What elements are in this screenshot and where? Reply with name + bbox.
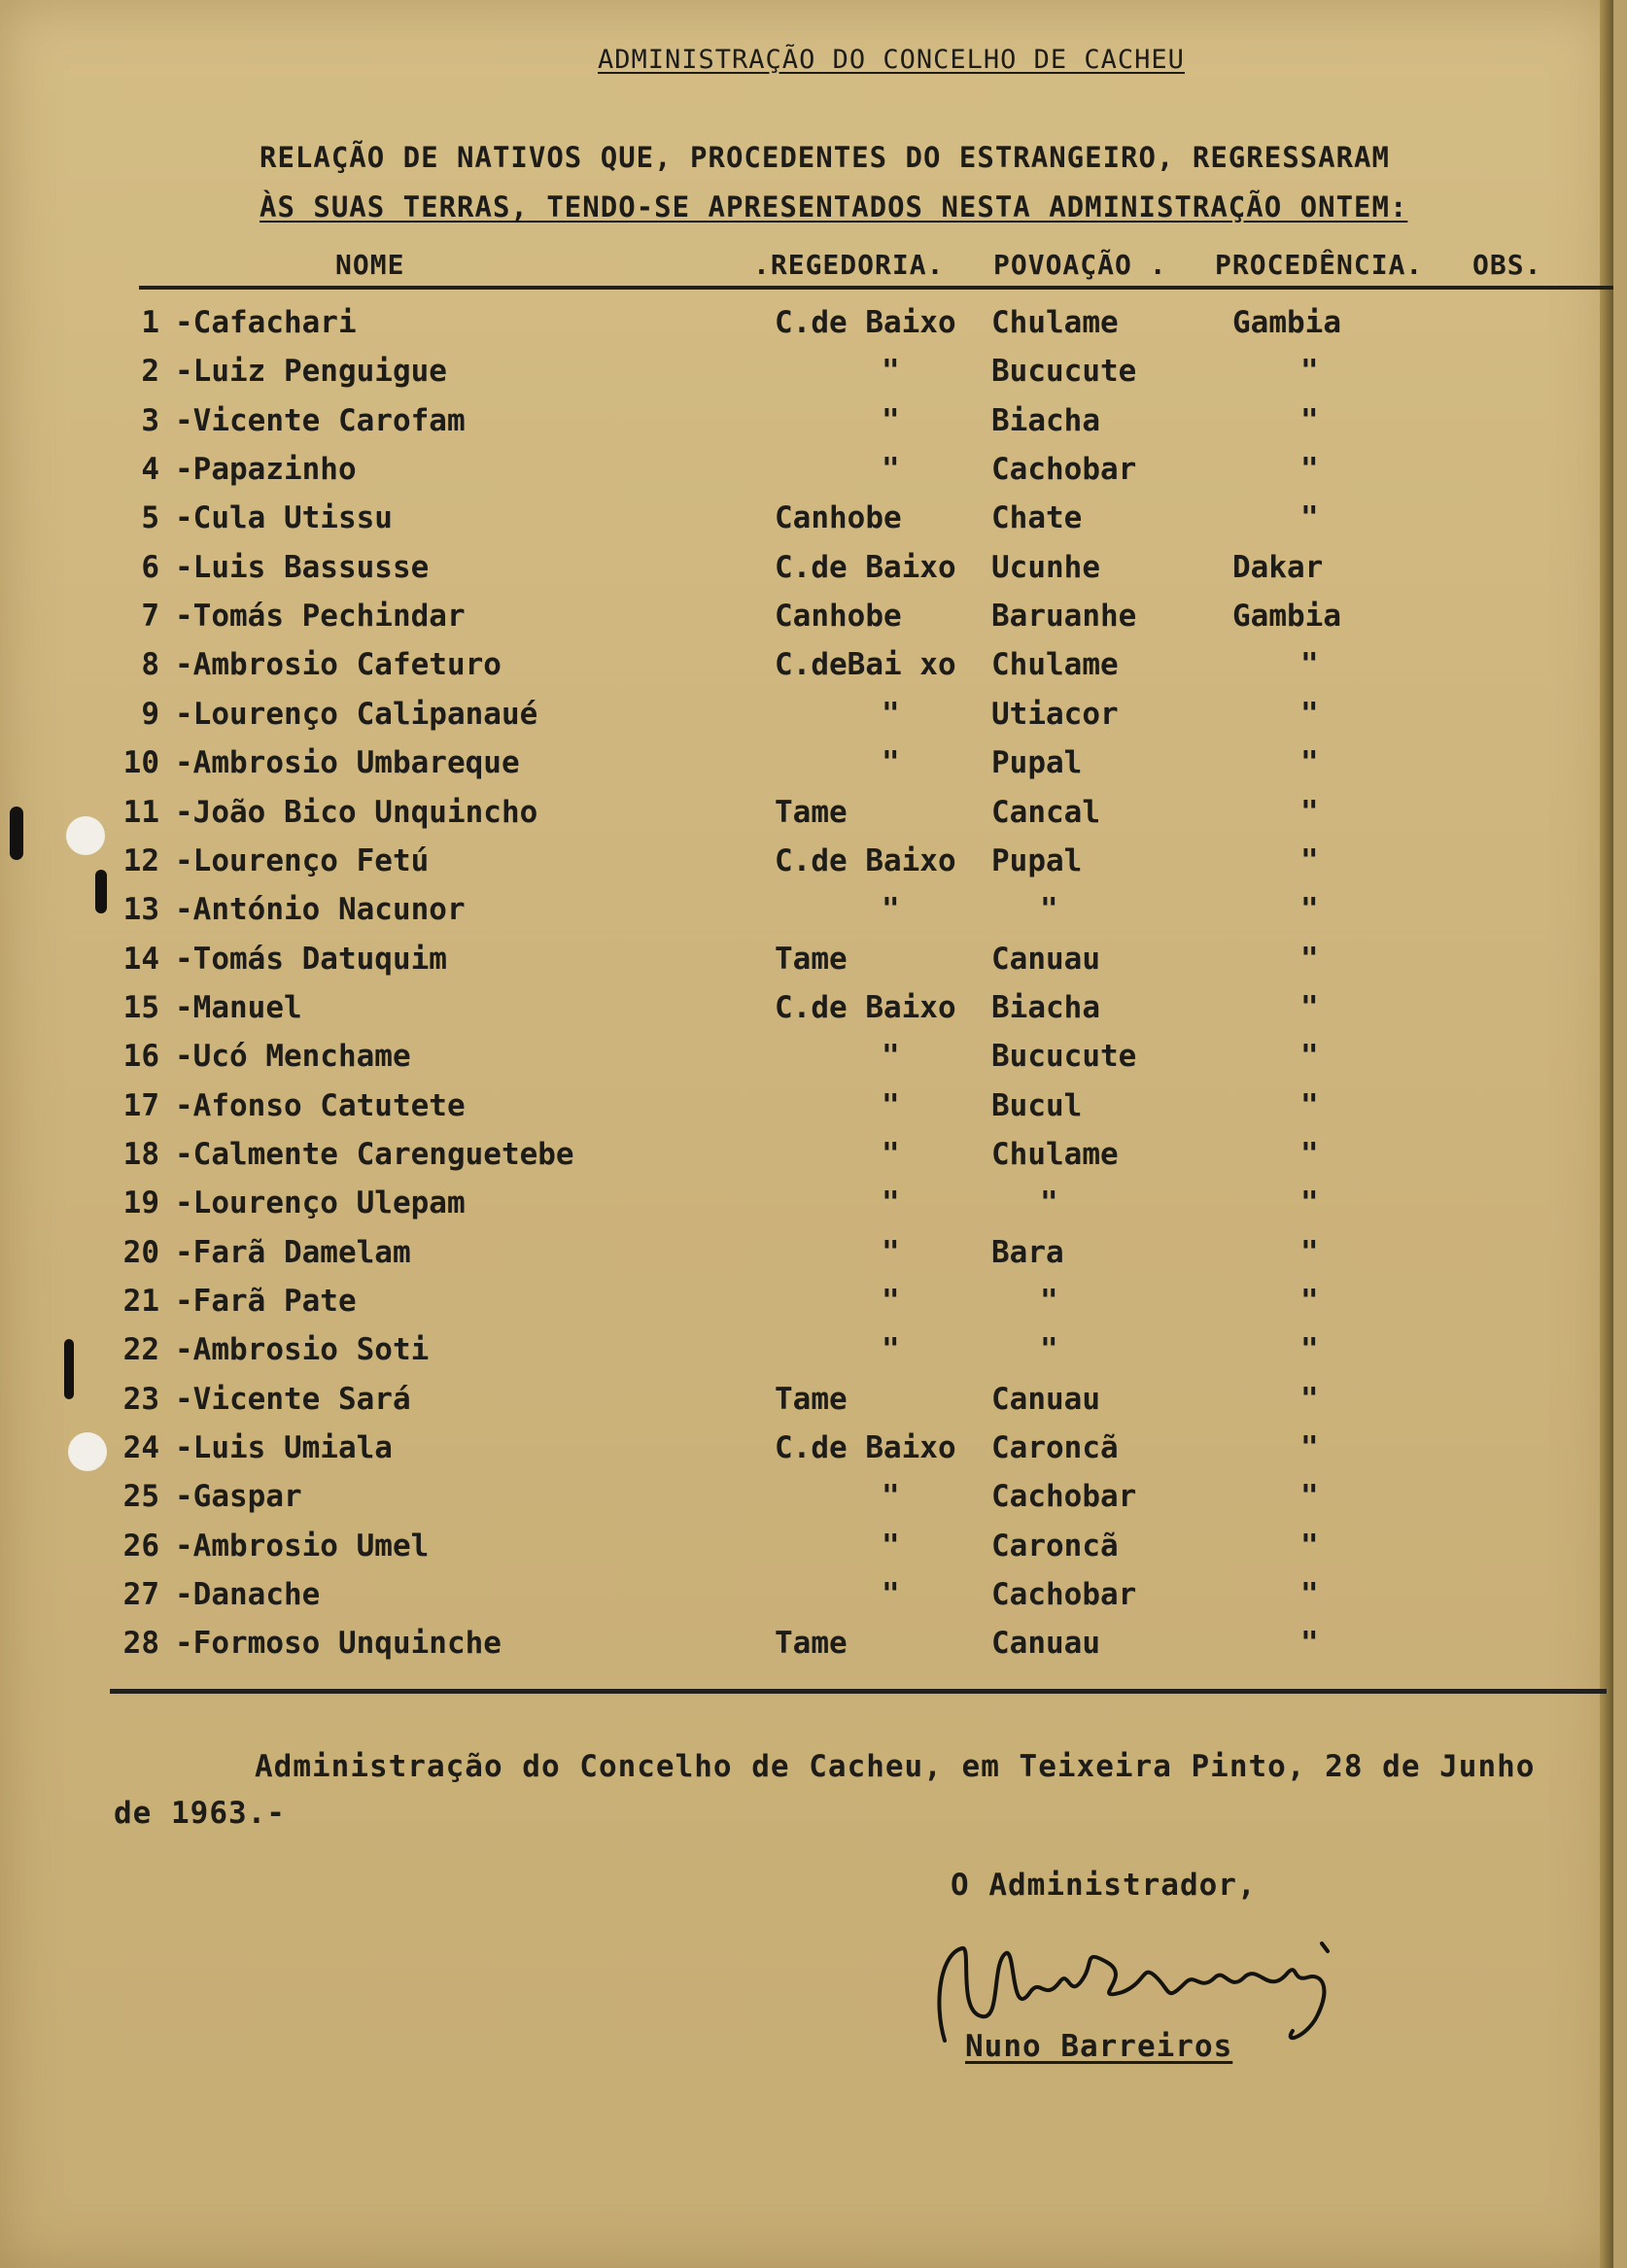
procedencia-cell: "	[1300, 402, 1319, 438]
regedoria-cell: "	[882, 1087, 900, 1123]
regedoria-cell: C.de Baixo	[775, 549, 956, 585]
table-row	[0, 354, 1613, 402]
table-row	[0, 697, 1613, 745]
povoacao-cell: "	[1040, 1284, 1058, 1319]
povoacao-cell: Biacha	[991, 989, 1100, 1025]
table-row	[0, 745, 1613, 794]
table-row	[0, 1039, 1613, 1087]
table-row	[0, 1088, 1613, 1137]
table-row	[0, 1382, 1613, 1430]
table-row	[0, 599, 1613, 647]
native-name: -António Nacunor	[175, 892, 466, 928]
row-number: 26	[122, 1528, 159, 1564]
native-name: -Luis Bassusse	[175, 549, 430, 585]
table-row	[0, 1430, 1613, 1479]
procedencia-cell: Gambia	[1232, 305, 1341, 340]
regedoria-cell: "	[882, 1039, 900, 1075]
row-number: 27	[122, 1577, 159, 1613]
row-number: 5	[141, 500, 159, 536]
regedoria-cell: "	[882, 1136, 900, 1172]
row-number: 22	[122, 1332, 159, 1368]
native-name: -Ambrosio Cafeturo	[175, 647, 502, 683]
native-name: -Papazinho	[175, 452, 357, 488]
punch-hole-bottom	[68, 1432, 107, 1471]
povoacao-cell: Caroncã	[991, 1430, 1119, 1466]
table-row	[0, 500, 1613, 549]
regedoria-cell: "	[882, 402, 900, 438]
binding-mark	[95, 870, 107, 913]
table-row	[0, 942, 1613, 990]
row-number: 6	[141, 549, 159, 585]
procedencia-cell: "	[1300, 452, 1319, 488]
table-bottom-rule	[110, 1689, 1607, 1694]
table-row	[0, 1479, 1613, 1528]
regedoria-cell: C.deBai xo	[775, 647, 956, 683]
native-name: -Lourenço Calipanaué	[175, 696, 538, 732]
povoacao-cell: Biacha	[991, 402, 1100, 438]
povoacao-cell: Cachobar	[991, 1479, 1137, 1515]
row-number: 24	[122, 1430, 159, 1466]
povoacao-cell: Chate	[991, 500, 1083, 536]
native-name: -Lourenço Ulepam	[175, 1186, 466, 1221]
binding-mark	[10, 807, 23, 860]
row-number: 23	[122, 1381, 159, 1417]
povoacao-cell: Baruanhe	[991, 599, 1137, 635]
row-number: 15	[122, 989, 159, 1025]
closing-place-line-1: Administração do Concelho de Cacheu, em Teixeira Pinto, 28 de Junho	[255, 1749, 1536, 1784]
povoacao-cell: "	[1040, 1332, 1058, 1368]
regedoria-cell: "	[882, 1528, 900, 1564]
povoacao-cell: Chulame	[991, 647, 1119, 683]
povoacao-cell: Bucucute	[991, 1039, 1137, 1075]
native-name: -Tomás Pechindar	[175, 599, 466, 635]
procedencia-cell: "	[1300, 745, 1319, 781]
regedoria-cell: Tame	[775, 794, 848, 830]
table-row	[0, 403, 1613, 452]
povoacao-cell: "	[1040, 1186, 1058, 1221]
regedoria-cell: C.de Baixo	[775, 989, 956, 1025]
native-name: -Farã Pate	[175, 1284, 357, 1319]
povoacao-cell: Ucunhe	[991, 549, 1100, 585]
table-row	[0, 1332, 1613, 1381]
row-number: 16	[122, 1039, 159, 1075]
regedoria-cell: C.de Baixo	[775, 305, 956, 340]
row-number: 28	[122, 1626, 159, 1662]
povoacao-cell: "	[1040, 892, 1058, 928]
table-row	[0, 1284, 1613, 1332]
procedencia-cell: "	[1300, 1528, 1319, 1564]
native-name: -Ucó Menchame	[175, 1039, 411, 1075]
regedoria-cell: "	[882, 1479, 900, 1515]
procedencia-cell: "	[1300, 1381, 1319, 1417]
procedencia-cell: "	[1300, 941, 1319, 977]
native-name: -Vicente Carofam	[175, 402, 466, 438]
row-number: 2	[141, 354, 159, 390]
povoacao-cell: Utiacor	[991, 696, 1119, 732]
regedoria-cell: "	[882, 1332, 900, 1368]
signatory-name: Nuno Barreiros	[965, 2029, 1233, 2064]
povoacao-cell: Bucucute	[991, 354, 1137, 390]
native-name: -Ambrosio Umel	[175, 1528, 430, 1564]
row-number: 8	[141, 647, 159, 683]
row-number: 7	[141, 599, 159, 635]
povoacao-cell: Bucul	[991, 1087, 1083, 1123]
regedoria-cell: Tame	[775, 1626, 848, 1662]
povoacao-cell: Cachobar	[991, 1577, 1137, 1613]
regedoria-cell: "	[882, 1234, 900, 1270]
procedencia-cell: "	[1300, 1479, 1319, 1515]
povoacao-cell: Canuau	[991, 941, 1100, 977]
procedencia-cell: "	[1300, 842, 1319, 878]
row-number: 3	[141, 402, 159, 438]
regedoria-cell: "	[882, 1577, 900, 1613]
procedencia-cell: "	[1300, 1626, 1319, 1662]
procedencia-cell: "	[1300, 696, 1319, 732]
native-name: -Ambrosio Soti	[175, 1332, 430, 1368]
native-name: -Farã Damelam	[175, 1234, 411, 1270]
native-name: -Ambrosio Umbareque	[175, 745, 520, 781]
intro-line-2: ÀS SUAS TERRAS, TENDO-SE APRESENTADOS NESTA ADMINISTRAÇÃO ONTEM:	[260, 190, 1408, 223]
regedoria-cell: "	[882, 1186, 900, 1221]
native-name: -Lourenço Fetú	[175, 842, 430, 878]
povoacao-cell: Chulame	[991, 305, 1119, 340]
native-name: -Vicente Sará	[175, 1381, 411, 1417]
procedencia-cell: "	[1300, 500, 1319, 536]
povoacao-cell: Chulame	[991, 1136, 1119, 1172]
row-number: 20	[122, 1234, 159, 1270]
header-nome: NOME	[335, 249, 405, 281]
table-row	[0, 1186, 1613, 1234]
regedoria-cell: "	[882, 892, 900, 928]
header-obs: OBS.	[1472, 249, 1542, 281]
regedoria-cell: "	[882, 1284, 900, 1319]
table-row	[0, 550, 1613, 599]
table-row	[0, 1626, 1613, 1674]
native-name: -Tomás Datuquim	[175, 941, 447, 977]
regedoria-cell: Tame	[775, 941, 848, 977]
procedencia-cell: "	[1300, 1186, 1319, 1221]
procedencia-cell: "	[1300, 989, 1319, 1025]
row-number: 11	[122, 794, 159, 830]
procedencia-cell: "	[1300, 1332, 1319, 1368]
procedencia-cell: "	[1300, 354, 1319, 390]
native-name: -Cula Utissu	[175, 500, 393, 536]
row-number: 17	[122, 1087, 159, 1123]
regedoria-cell: C.de Baixo	[775, 842, 956, 878]
table-row	[0, 1235, 1613, 1284]
povoacao-cell: Cachobar	[991, 452, 1137, 488]
regedoria-cell: "	[882, 696, 900, 732]
procedencia-cell: "	[1300, 647, 1319, 683]
procedencia-cell: Dakar	[1232, 549, 1324, 585]
row-number: 25	[122, 1479, 159, 1515]
povoacao-cell: Pupal	[991, 745, 1083, 781]
row-number: 14	[122, 941, 159, 977]
native-name: -Danache	[175, 1577, 321, 1613]
signatory-role: O Administrador,	[951, 1868, 1257, 1903]
procedencia-cell: "	[1300, 892, 1319, 928]
header-procedencia: PROCEDÊNCIA.	[1215, 249, 1424, 281]
header-regedoria: .REGEDORIA.	[753, 249, 945, 281]
native-name: -Manuel	[175, 989, 302, 1025]
procedencia-cell: Gambia	[1232, 599, 1341, 635]
intro-line-1: RELAÇÃO DE NATIVOS QUE, PROCEDENTES DO ESTRANGEIRO, REGRESSARAM	[260, 141, 1390, 174]
procedencia-cell: "	[1300, 1234, 1319, 1270]
native-name: -Formoso Unquinche	[175, 1626, 502, 1662]
row-number: 13	[122, 892, 159, 928]
regedoria-cell: Canhobe	[775, 500, 902, 536]
procedencia-cell: "	[1300, 1087, 1319, 1123]
procedencia-cell: "	[1300, 1430, 1319, 1466]
procedencia-cell: "	[1300, 794, 1319, 830]
povoacao-cell: Canuau	[991, 1626, 1100, 1662]
row-number: 21	[122, 1284, 159, 1319]
regedoria-cell: "	[882, 452, 900, 488]
table-row	[0, 843, 1613, 892]
table-row	[0, 1137, 1613, 1186]
procedencia-cell: "	[1300, 1284, 1319, 1319]
table-row	[0, 1529, 1613, 1577]
povoacao-cell: Cancal	[991, 794, 1100, 830]
row-number: 9	[141, 696, 159, 732]
table-row	[0, 990, 1613, 1039]
row-number: 12	[122, 842, 159, 878]
table-row	[0, 795, 1613, 843]
row-number: 4	[141, 452, 159, 488]
table-row	[0, 452, 1613, 500]
regedoria-cell: Tame	[775, 1381, 848, 1417]
regedoria-cell: "	[882, 354, 900, 390]
table-row	[0, 1577, 1613, 1626]
native-name: -Luis Umiala	[175, 1430, 393, 1466]
row-number: 19	[122, 1186, 159, 1221]
header-rule	[139, 286, 1613, 290]
table-row	[0, 647, 1613, 696]
table-row	[0, 305, 1613, 354]
row-number: 10	[122, 745, 159, 781]
regedoria-cell: C.de Baixo	[775, 1430, 956, 1466]
regedoria-cell: Canhobe	[775, 599, 902, 635]
native-name: -Cafachari	[175, 305, 357, 340]
regedoria-cell: "	[882, 745, 900, 781]
povoacao-cell: Pupal	[991, 842, 1083, 878]
povoacao-cell: Caroncã	[991, 1528, 1119, 1564]
binding-mark	[64, 1339, 74, 1399]
procedencia-cell: "	[1300, 1577, 1319, 1613]
native-name: -Calmente Carenguetebe	[175, 1136, 574, 1172]
native-name: -Gaspar	[175, 1479, 302, 1515]
native-name: -Luiz Penguigue	[175, 354, 447, 390]
native-name: -João Bico Unquincho	[175, 794, 538, 830]
native-name: -Afonso Catutete	[175, 1087, 466, 1123]
povoacao-cell: Canuau	[991, 1381, 1100, 1417]
closing-place-line-2: de 1963.-	[114, 1796, 286, 1831]
document-title: ADMINISTRAÇÃO DO CONCELHO DE CACHEU	[598, 45, 1185, 75]
procedencia-cell: "	[1300, 1039, 1319, 1075]
row-number: 18	[122, 1136, 159, 1172]
punch-hole-top	[66, 816, 105, 855]
header-povoacao: POVOAÇÃO .	[993, 249, 1167, 281]
table-row	[0, 892, 1613, 941]
povoacao-cell: Bara	[991, 1234, 1064, 1270]
procedencia-cell: "	[1300, 1136, 1319, 1172]
row-number: 1	[141, 305, 159, 340]
